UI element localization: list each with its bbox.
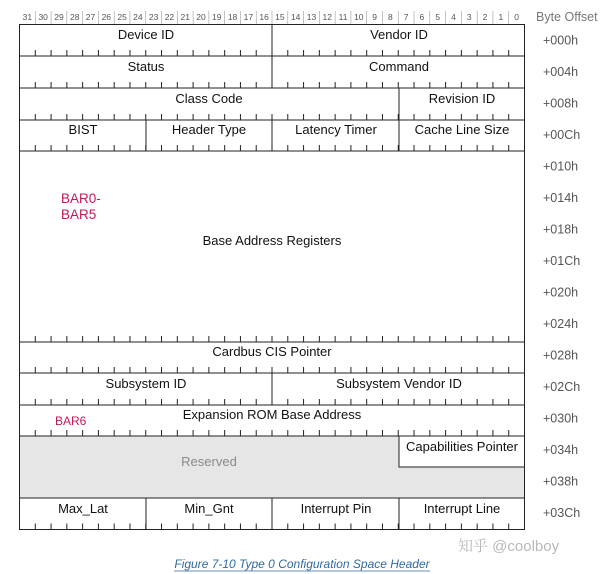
byte-offset-label: +01Ch <box>543 253 581 268</box>
bit-number: 15 <box>275 12 285 22</box>
revision-id-field: Revision ID <box>428 91 496 106</box>
bit-number: 2 <box>482 12 488 22</box>
byte-offset-header: Byte Offset <box>536 10 598 24</box>
bit-number: 6 <box>419 12 425 22</box>
bar0-label-line2: BAR5 <box>61 207 97 222</box>
bar0-label-line1: BAR0- <box>61 191 101 206</box>
vendor-id-field: Vendor ID <box>370 27 428 42</box>
bit-number: 30 <box>38 12 48 22</box>
byte-offset-label: +030h <box>543 411 579 426</box>
subsystem-vendor-id-field: Subsystem Vendor ID <box>336 376 462 391</box>
bit-number: 19 <box>212 12 222 22</box>
byte-offset-column <box>543 33 580 520</box>
bit-number: 22 <box>164 12 175 22</box>
byte-offset-label: +014h <box>543 190 579 205</box>
bit-number-header <box>23 11 520 24</box>
bit-number: 27 <box>85 12 96 22</box>
bit-number: 28 <box>70 12 80 22</box>
byte-offset-label: +034h <box>543 442 579 457</box>
class-code-field: Class Code <box>175 91 243 106</box>
bit-number: 8 <box>387 12 393 22</box>
bit-number: 21 <box>180 12 190 22</box>
byte-offset-label: +038h <box>543 474 579 489</box>
bit-number: 18 <box>227 12 238 22</box>
device-id-field: Device ID <box>117 27 175 42</box>
header-type-field: Header Type <box>171 122 247 137</box>
status-field: Status <box>127 59 165 74</box>
bit-number: 25 <box>117 12 127 22</box>
bit-number: 24 <box>133 12 143 22</box>
bit-number: 16 <box>259 12 269 22</box>
capabilities-pointer-field: Capabilities Pointer <box>405 439 519 454</box>
bit-number: 31 <box>22 12 33 22</box>
bit-number: 7 <box>403 12 409 22</box>
reserved-label: Reserved <box>181 454 237 469</box>
bit-number: 1 <box>498 12 504 22</box>
command-field: Command <box>369 59 429 74</box>
bit-number: 11 <box>338 12 348 22</box>
interrupt-pin-field: Interrupt Pin <box>300 501 372 516</box>
latency-timer-field: Latency Timer <box>295 122 377 137</box>
byte-offset-label: +024h <box>543 316 579 331</box>
bit-number: 4 <box>451 12 456 22</box>
bar6-label: BAR6 <box>55 414 87 428</box>
bit-number: 23 <box>148 12 159 22</box>
subsystem-id-field: Subsystem ID <box>105 376 187 391</box>
byte-offset-label: +02Ch <box>543 379 581 394</box>
bit-number: 14 <box>290 12 301 22</box>
min-gnt-field: Min_Gnt <box>184 501 234 516</box>
byte-offset-label: +028h <box>543 348 579 363</box>
byte-offset-label: +00Ch <box>543 127 581 142</box>
max-lat-field: Max_Lat <box>58 501 108 516</box>
byte-offset-label: +018h <box>543 222 579 237</box>
byte-offset-label: +03Ch <box>543 505 581 520</box>
bist-field: BIST <box>68 122 98 137</box>
bit-number: 20 <box>196 12 206 22</box>
cache-line-size-field: Cache Line Size <box>414 122 510 137</box>
byte-offset-label: +000h <box>543 33 579 48</box>
bit-number: 10 <box>354 12 364 22</box>
bit-number: 3 <box>466 12 472 22</box>
bit-number: 17 <box>243 12 254 22</box>
bit-number: 5 <box>435 12 441 22</box>
byte-offset-label: +010h <box>543 159 579 174</box>
bit-number: 12 <box>322 12 332 22</box>
figure-caption: Figure 7-10 Type 0 Configuration Space Header <box>174 557 430 571</box>
base-address-registers-field: Base Address Registers <box>202 233 342 248</box>
byte-offset-label: +020h <box>543 285 579 300</box>
cardbus-cis-pointer-field: Cardbus CIS Pointer <box>212 344 332 359</box>
interrupt-line-field: Interrupt Line <box>423 501 501 516</box>
bit-number: 29 <box>54 12 64 22</box>
bit-number: 13 <box>306 12 317 22</box>
watermark: 知乎 @coolboy <box>458 538 560 555</box>
byte-offset-label: +008h <box>543 96 579 111</box>
byte-offset-label: +004h <box>543 64 579 79</box>
bit-number: 26 <box>101 12 112 22</box>
bit-number: 9 <box>372 12 377 22</box>
expansion-rom-field: Expansion ROM Base Address <box>182 407 362 422</box>
bit-number: 0 <box>514 12 519 22</box>
